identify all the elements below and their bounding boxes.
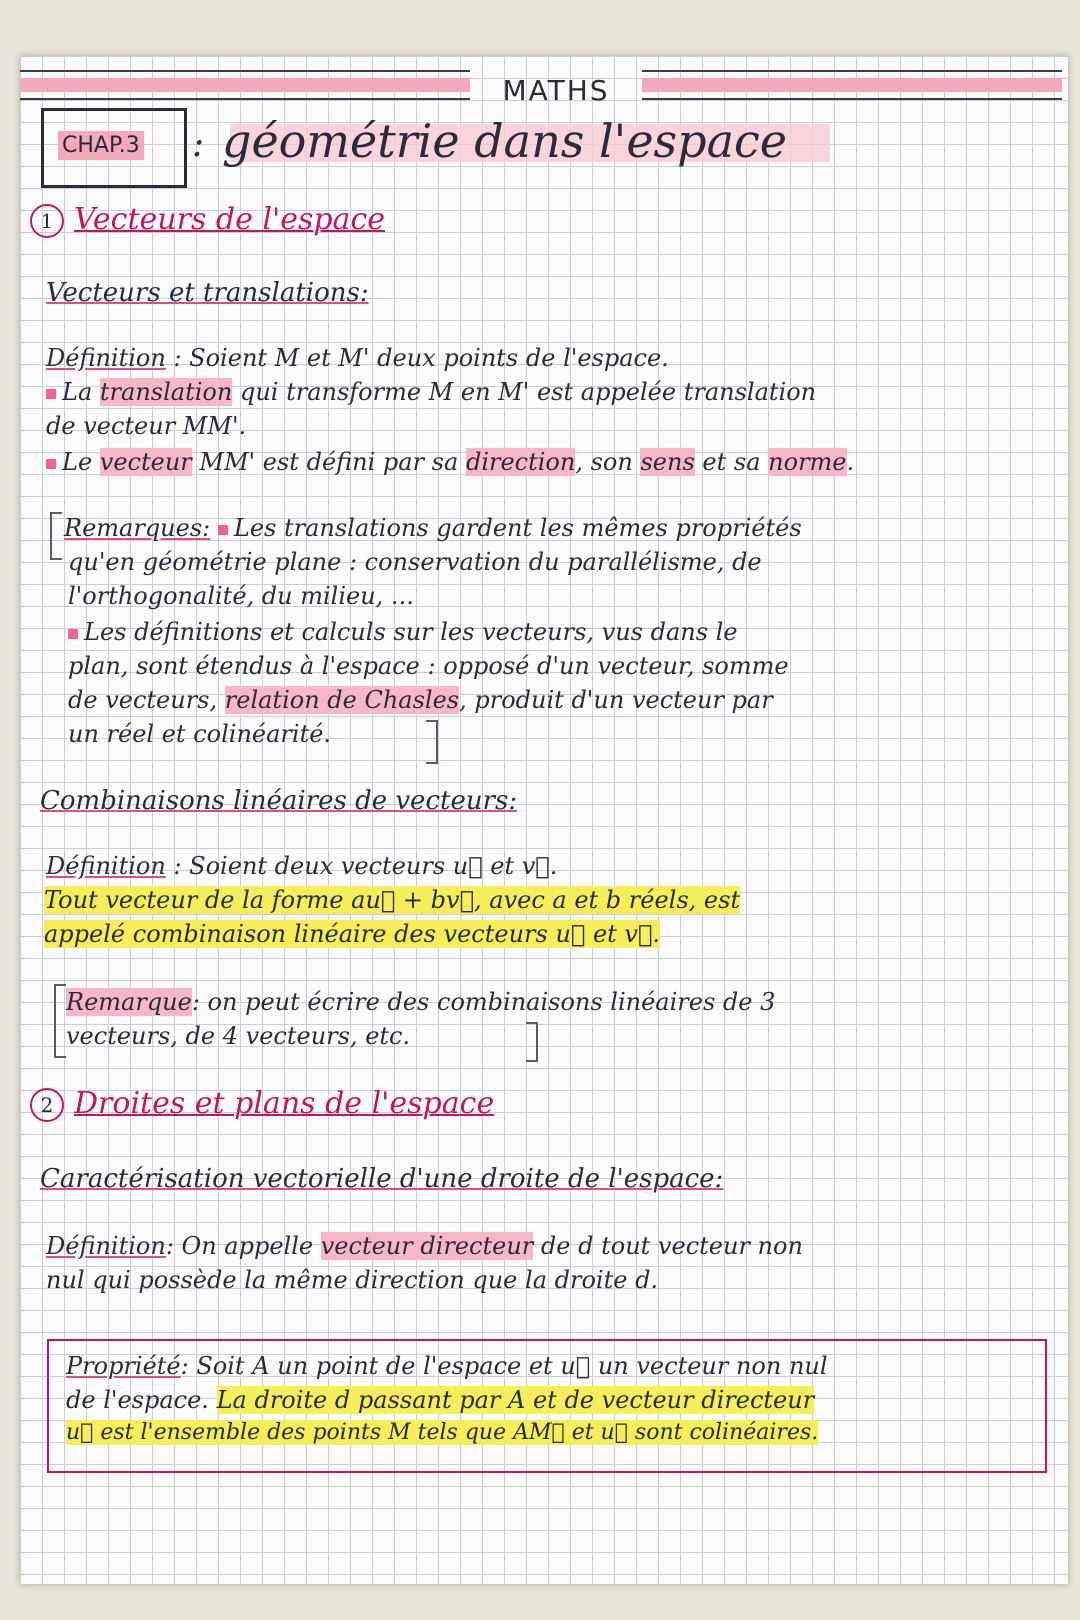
bullet-mark [68,629,78,639]
section-1-title: Vecteurs de l'espace [74,202,386,237]
header-band-left [20,70,470,100]
remark-2-line-4: un réel et colinéarité. [68,720,332,748]
section-2-number: 2 [30,1088,64,1122]
bullet-mark [46,389,56,399]
subsection-line-characterization: Caractérisation vectorielle d'une droite de l'espace: [40,1164,724,1194]
remark-bracket-close [426,720,438,764]
remark-1-line-3: l'orthogonalité, du milieu, ... [68,582,414,610]
definition-3-line-2: nul qui possède la même direction que la droite d. [46,1266,659,1294]
property-line-2: de l'espace. La droite d passant par A et de vecteur directeur [66,1386,815,1414]
section-1-heading [30,202,385,238]
remark-3-bracket-open [54,984,66,1058]
chapter-label: CHAP.3 [58,131,144,160]
section-1-number: 1 [30,204,64,238]
bullet-translation-cont: de vecteur MM'. [46,412,247,440]
subsection-vectors-translations: Vecteurs et translations: [46,278,369,308]
bullet-mark [46,459,56,469]
subsection-linear-combinations: Combinaisons linéaires de vecteurs: [40,786,518,816]
property-line-1: Propriété: Soit A un point de l'espace et u⃗ un vecteur non nul [66,1352,828,1380]
remark-3-line-2: vecteurs, de 4 vecteurs, etc. [66,1022,411,1050]
remark-2-line-2: plan, sont étendus à l'espace : opposé d'un vecteur, somme [68,652,789,680]
section-2-heading [30,1086,494,1122]
definition-2-hl-1: Tout vecteur de la forme au⃗ + bv⃗, avec a et b réels, est [44,886,741,914]
definition-3-line-1: Définition: On appelle vecteur directeur de d tout vecteur non [46,1232,803,1260]
chapter-title: géométrie dans l'espace [222,114,788,168]
definition-2-hl-2: appelé combinaison linéaire des vecteurs u⃗ et v⃗. [44,920,661,948]
bullet-translation: La translation qui transforme M en M' est appelée translation [46,378,816,406]
remark-3-line-1: Remarque: on peut écrire des combinaisons linéaires de 3 [66,988,776,1016]
bullet-vector: Le vecteur MM' est défini par sa direction, son sens et sa norme. [46,448,854,476]
remark-2-line-1: Les définitions et calculs sur les vecteurs, vus dans le [68,618,738,646]
definition-2: Définition : Soient deux vecteurs u⃗ et v⃗. [46,852,558,880]
section-2-title: Droites et plans de l'espace [74,1086,495,1121]
remark-bracket-open [50,512,62,560]
subject-title: MATHS [502,74,610,107]
notebook-page [20,56,1068,1584]
property-line-3: u⃗ est l'ensemble des points M tels que AM⃗ et u⃗ sont colinéaires. [66,1420,819,1445]
remark-1-line-1: Remarques: Les translations gardent les mêmes propriétés [64,514,802,542]
title-colon: : [192,124,205,165]
chapter-box [41,108,187,188]
remark-2-line-3: de vecteurs, relation de Chasles, produit d'un vecteur par [68,686,773,714]
remark-3-bracket-close [526,1022,538,1062]
definition-1: Définition : Soient M et M' deux points de l'espace. [46,344,669,372]
bullet-mark [218,525,228,535]
remark-1-line-2: qu'en géométrie plane : conservation du parallélisme, de [68,548,762,576]
header-band-right [642,70,1062,100]
